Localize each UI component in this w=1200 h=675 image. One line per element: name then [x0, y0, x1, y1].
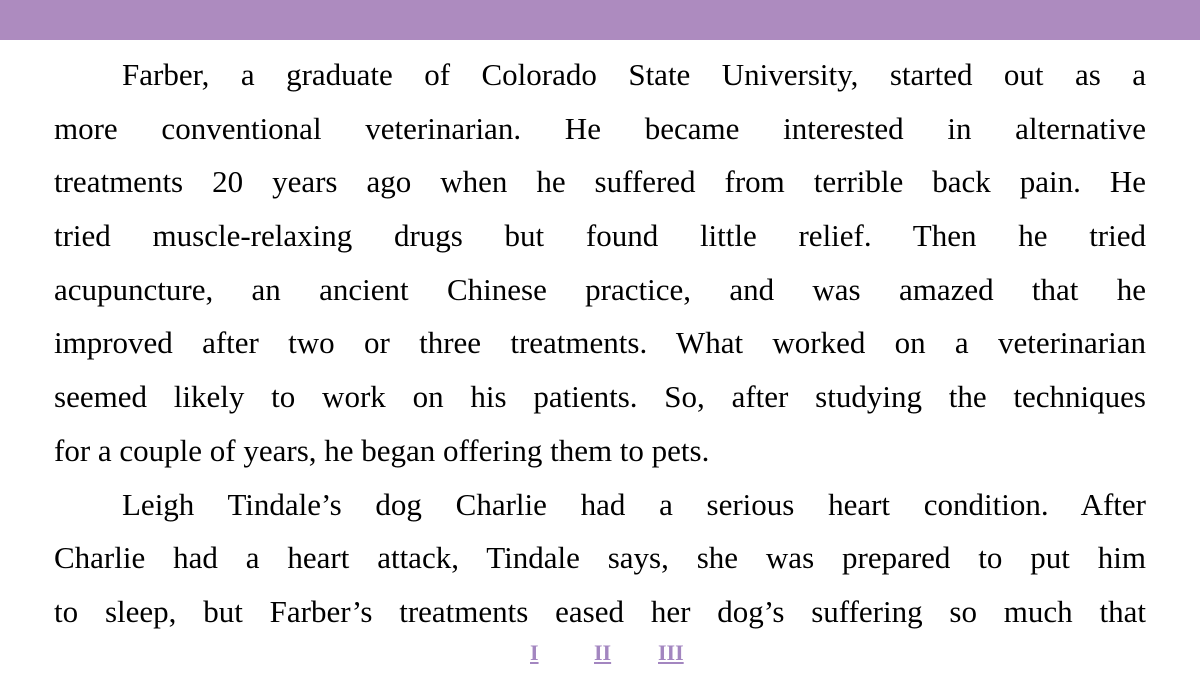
paragraph-1: [54, 48, 1146, 478]
text-line: tried muscle-relaxing drugs but found little relief. Then he tried: [54, 218, 1146, 254]
text-line: acupuncture, an ancient Chinese practice, and was amazed that he: [54, 271, 1146, 307]
paragraph-2: [54, 478, 1146, 639]
text-line: more conventional veterinarian. He became interested in alternative: [54, 110, 1146, 146]
nav-link-iii[interactable]: III: [658, 640, 684, 665]
text-line: for a couple of years, he began offering them to pets.: [54, 432, 710, 468]
text-line: to sleep, but Farber’s treatments eased her dog’s suffering so much that: [54, 593, 1146, 629]
text-line: improved after two or three treatments. What worked on a veterinarian: [54, 325, 1146, 361]
page-nav: [0, 640, 1200, 668]
nav-link-ii[interactable]: II: [594, 640, 612, 665]
text-line: treatments 20 years ago when he suffered from terrible back pain. He: [54, 164, 1146, 200]
text-line: seemed likely to work on his patients. So, after studying the techniques: [54, 379, 1146, 415]
text-line: Charlie had a heart attack, Tindale says, she was prepared to put him: [54, 540, 1146, 576]
header-bar: [0, 0, 1200, 40]
text-line: Farber, a graduate of Colorado State University, started out as a: [122, 57, 1146, 92]
text-line: Leigh Tindale’s dog Charlie had a serious heart condition. After: [122, 486, 1146, 522]
nav-link-i[interactable]: I: [530, 640, 539, 665]
document-body: [54, 48, 1146, 639]
